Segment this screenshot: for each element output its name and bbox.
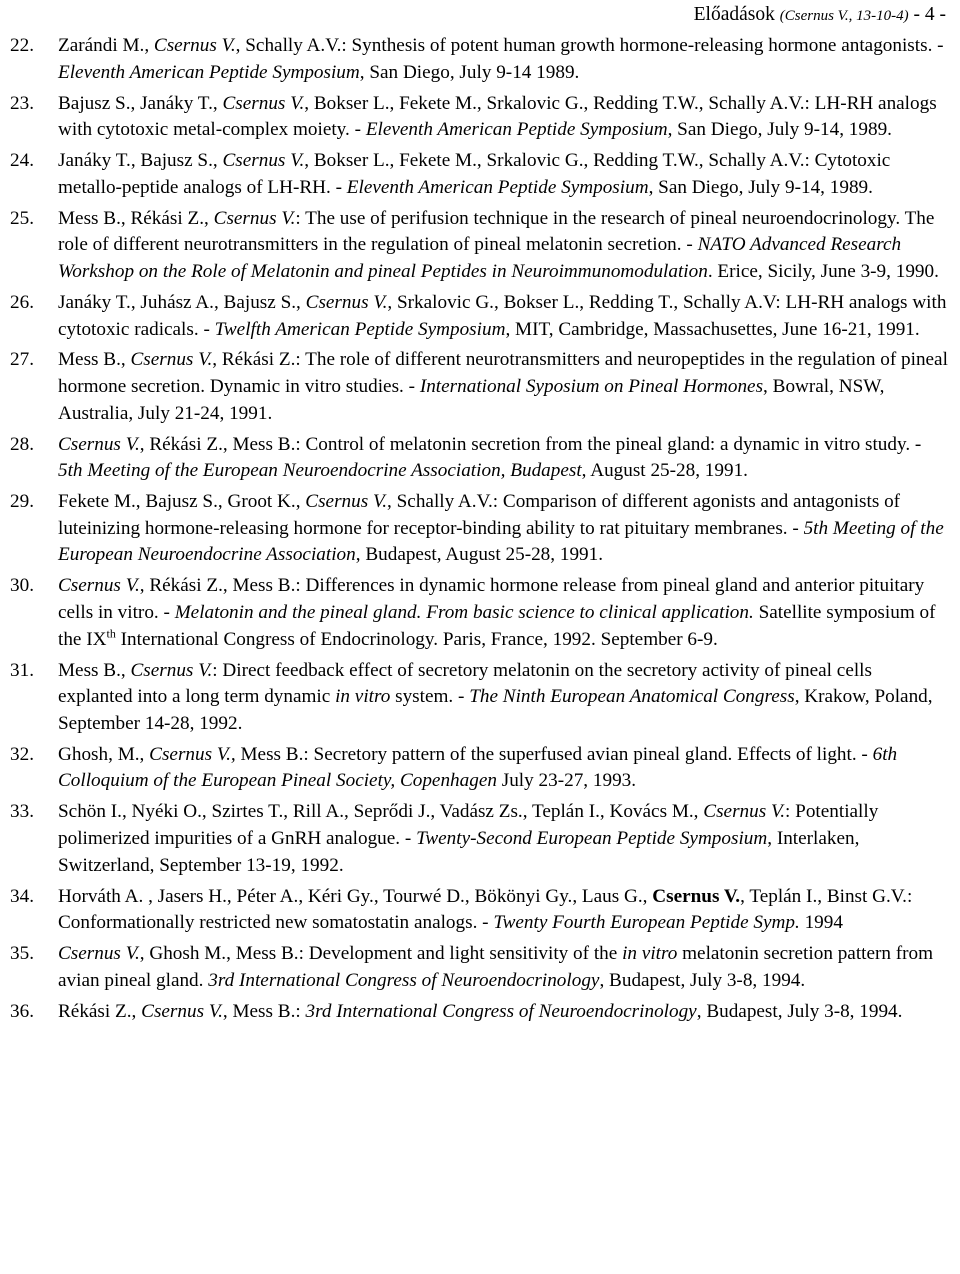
reference-entry (10, 799, 950, 879)
reference-italic-text: Eleventh American Peptide Symposium (58, 61, 360, 83)
reference-italic-text: 6th Colloquium of the European Pineal Society, Copenhagen (58, 743, 898, 792)
reference-number: 32. (10, 743, 34, 765)
reference-text-segment: , San Diego, July 9-14, 1989. (667, 119, 892, 141)
reference-text-segment: Mess B.: Secretory pattern of the superfused avian pineal gland. Effects of light. - (235, 743, 873, 765)
reference-italic-text: Csernus V., (149, 743, 236, 765)
reference-italic-text: Csernus V. (222, 92, 305, 114)
reference-italic-text: Twenty Fourth European Peptide Symp. (493, 912, 800, 934)
reference-italic-text: Csernus V. (703, 801, 786, 823)
reference-text-segment: , Schally A.V.: Synthesis of potent human growth hormone-releasing hormone antagonists. - (235, 35, 944, 56)
reference-number: 23. (10, 92, 34, 114)
reference-text (58, 886, 912, 934)
reference-text-segment: , Ghosh M., Mess B.: Development and light sensitivity of the (139, 943, 623, 965)
page-header (694, 4, 946, 26)
reference-text-segment: Fekete M., Bajusz S., Groot K., (58, 491, 306, 513)
reference-text-segment: , MIT, Cambridge, Massachusettes, June 16-21, 1991. (505, 318, 920, 340)
reference-italic-text: Csernus V. (222, 150, 305, 172)
reference-text (58, 660, 933, 734)
reference-italic-text: Csernus V. (58, 943, 140, 965)
reference-text (58, 943, 933, 991)
reference-number: 30. (10, 575, 34, 597)
reference-entry (10, 489, 950, 569)
reference-italic-text: Csernus V. (305, 291, 388, 313)
reference-entry (10, 290, 950, 343)
reference-text-segment: , Rékási Z., Mess B.: Differences in dynamic hormone release from pineal gland and anterior pituitary cells in vitro. - (58, 575, 925, 623)
reference-text (58, 801, 878, 875)
reference-number: 29. (10, 491, 34, 513)
reference-text-segment: , Budapest, July 3-8, 1994. (696, 1000, 903, 1022)
reference-text (58, 93, 937, 141)
reference-text (58, 208, 939, 282)
reference-text-segment: Mess B., Rékási Z., (58, 207, 214, 229)
reference-text (58, 744, 897, 792)
reference-text-segment: , Teplán I., Binst G.V.: Conformationally restricted new somatostatin analogs. - (58, 885, 913, 934)
reference-text-segment: Schön I., Nyéki O., Szirtes T., Rill A., Seprődi J., Vadász Zs., Teplán I., Kovács M., (58, 801, 704, 823)
reference-italic-text: The Ninth European Anatomical Congress (469, 686, 795, 708)
reference-list (10, 33, 950, 1030)
reference-number: 36. (10, 1000, 34, 1022)
reference-number: 27. (10, 349, 34, 371)
reference-text-segment: : The use of perifusion technique in the research of pineal neuroendocrinology. The role of different neurotransmitters in the regulation of pineal melatonin secretion. - (58, 207, 935, 256)
reference-text (58, 434, 921, 482)
reference-text (58, 1001, 902, 1022)
reference-text-segment: , San Diego, July 9-14, 1989. (648, 176, 873, 198)
reference-number: 35. (10, 943, 34, 965)
reference-text-segment: Janáky T., Juhász A., Bajusz S., (58, 291, 306, 313)
reference-text-segment: , Rékási Z.: The role of different neurotransmitters and neuropeptides in the regulation of pineal hormone secretion. Dynamic in vitro studies. - (58, 349, 948, 398)
reference-text (58, 292, 946, 340)
reference-text-segment: , Krakow, Poland, September 14-28, 1992. (58, 686, 933, 734)
header-page-number: - 4 - (908, 4, 946, 25)
reference-entry (10, 658, 950, 738)
reference-text-segment: Bajusz S., Janáky T., (58, 92, 223, 114)
reference-number: 24. (10, 150, 34, 172)
reference-italic-text: Csernus V. (58, 575, 140, 597)
reference-bold-text: Csernus V. (652, 885, 741, 907)
reference-italic-text: 3rd International Congress of Neuroendocrinology (305, 1000, 697, 1022)
reference-text-segment: , Mess B.: (222, 1000, 306, 1022)
reference-text-segment: , Interlaken, Switzerland, September 13-19, 1992. (58, 827, 860, 876)
reference-entry (10, 33, 950, 86)
reference-text-segment: Satellite symposium of the IX (58, 602, 936, 650)
reference-text-segment: Ghosh, M., (58, 743, 150, 765)
reference-italic-text: Melatonin and the pineal gland. From basic science to clinical application. (174, 602, 754, 623)
reference-entry (10, 206, 950, 286)
reference-text-segment: Horváth A. , Jasers H., Péter A., Kéri Gy., Tourwé D., Bökönyi Gy., Laus G., (58, 885, 653, 907)
reference-text-segment: , San Diego, July 9-14 1989. (359, 61, 580, 83)
reference-text-segment: , Schally A.V.: Comparison of different agonists and antagonists of luteinizing hormone-releasing hormone for receptor-binding ability to rat pituitary membranes. - (58, 491, 901, 539)
reference-text-segment: International Congress of Endocrinology. Paris, France, 1992. September 6-9. (115, 628, 718, 650)
reference-entry (10, 742, 950, 795)
reference-superscript: th (106, 626, 116, 641)
reference-italic-text: Eleventh American Peptide Symposium (365, 119, 668, 141)
reference-text-segment: , Bowral, NSW, Australia, July 21-24, 1991. (58, 376, 885, 424)
reference-text-segment: , Srkalovic G., Bokser L., Redding T., Schally A.V: LH-RH analogs with cytotoxic radicals. - (58, 291, 947, 340)
reference-text-segment: July 23-27, 1993. (496, 770, 637, 792)
reference-italic-text: in vitro (622, 943, 678, 965)
reference-entry (10, 941, 950, 994)
reference-italic-text: NATO Advanced Research Workshop on the Role of Melatonin and pineal Peptides in Neuroimmunomodulation (58, 234, 902, 282)
reference-italic-text: 5th Meeting of the European Neuroendocrine Association, Budapest (58, 460, 582, 482)
header-author-date: (Csernus V., 13-10-4) (779, 8, 909, 24)
reference-entry (10, 91, 950, 144)
reference-text-segment: , Bokser L., Fekete M., Srkalovic G., Redding T.W., Schally A.V.: Cytotoxic metallo-peptide analogs of LH-RH. - (58, 150, 891, 198)
reference-italic-text: Twelfth American Peptide Symposium (214, 318, 506, 340)
reference-text-segment: , Bokser L., Fekete M., Srkalovic G., Redding T.W., Schally A.V.: LH-RH analogs with cytotoxic metal-complex moiety. - (58, 92, 937, 141)
reference-italic-text: 3rd International Congress of Neuroendocrinology (208, 969, 600, 991)
reference-italic-text: International Syposium on Pineal Hormones (419, 376, 764, 398)
reference-italic-text: in vitro (335, 686, 391, 708)
reference-text-segment: Rékási Z., (58, 1000, 142, 1022)
reference-text-segment: melatonin secretion pattern from avian pineal gland. (58, 943, 934, 991)
reference-text-segment: , Rékási Z., Mess B.: Control of melatonin secretion from the pineal gland: a dynamic in vitro study. - (139, 433, 922, 455)
reference-text (58, 575, 936, 649)
reference-text-segment: Zarándi M., (58, 35, 154, 56)
reference-number: 33. (10, 801, 34, 823)
reference-text-segment: Mess B., (58, 659, 131, 681)
reference-entry (10, 432, 950, 485)
reference-text (58, 349, 948, 423)
reference-italic-text: Twenty-Second European Peptide Symposium (416, 827, 768, 849)
reference-italic-text: Csernus V. (213, 207, 296, 229)
reference-italic-text: Csernus V. (305, 491, 388, 513)
reference-text (58, 491, 944, 565)
reference-number: 34. (10, 885, 34, 907)
reference-entry (10, 884, 950, 937)
header-title: Előadások (693, 4, 780, 25)
reference-text-segment: Mess B., (58, 349, 131, 371)
reference-text (58, 150, 890, 198)
reference-italic-text: Csernus V. (141, 1000, 223, 1022)
reference-number: 26. (10, 291, 34, 313)
reference-italic-text: Csernus V. (153, 35, 236, 56)
reference-text-segment: : Potentially polimerized impurities of a GnRH analogue. - (58, 801, 879, 849)
reference-italic-text: Csernus V. (130, 349, 213, 371)
reference-number: 25. (10, 207, 34, 229)
reference-text-segment: system. - (390, 686, 470, 708)
reference-italic-text: Csernus V. (58, 433, 140, 455)
reference-italic-text: Eleventh American Peptide Symposium (346, 176, 649, 198)
reference-number: 31. (10, 659, 34, 681)
reference-text-segment: , Budapest, August 25-28, 1991. (355, 544, 604, 566)
reference-text-segment: . Erice, Sicily, June 3-9, 1990. (707, 260, 939, 282)
reference-text-segment: : Direct feedback effect of secretory melatonin on the secretory activity of pineal cells explanted into a long term dynamic (58, 659, 872, 708)
reference-italic-text: 5th Meeting of the European Neuroendocrine Association (58, 517, 944, 566)
reference-entry (10, 999, 950, 1026)
reference-text-segment: , Budapest, July 3-8, 1994. (599, 969, 806, 991)
reference-entry (10, 148, 950, 201)
reference-text (58, 35, 944, 83)
reference-text-segment: , August 25-28, 1991. (581, 460, 748, 482)
reference-entry (10, 573, 950, 653)
reference-entry (10, 347, 950, 427)
reference-number: 22. (10, 35, 34, 56)
reference-italic-text: Csernus V. (130, 659, 213, 681)
reference-text-segment: Janáky T., Bajusz S., (58, 150, 223, 172)
reference-text-segment: 1994 (799, 912, 843, 934)
reference-number: 28. (10, 433, 34, 455)
